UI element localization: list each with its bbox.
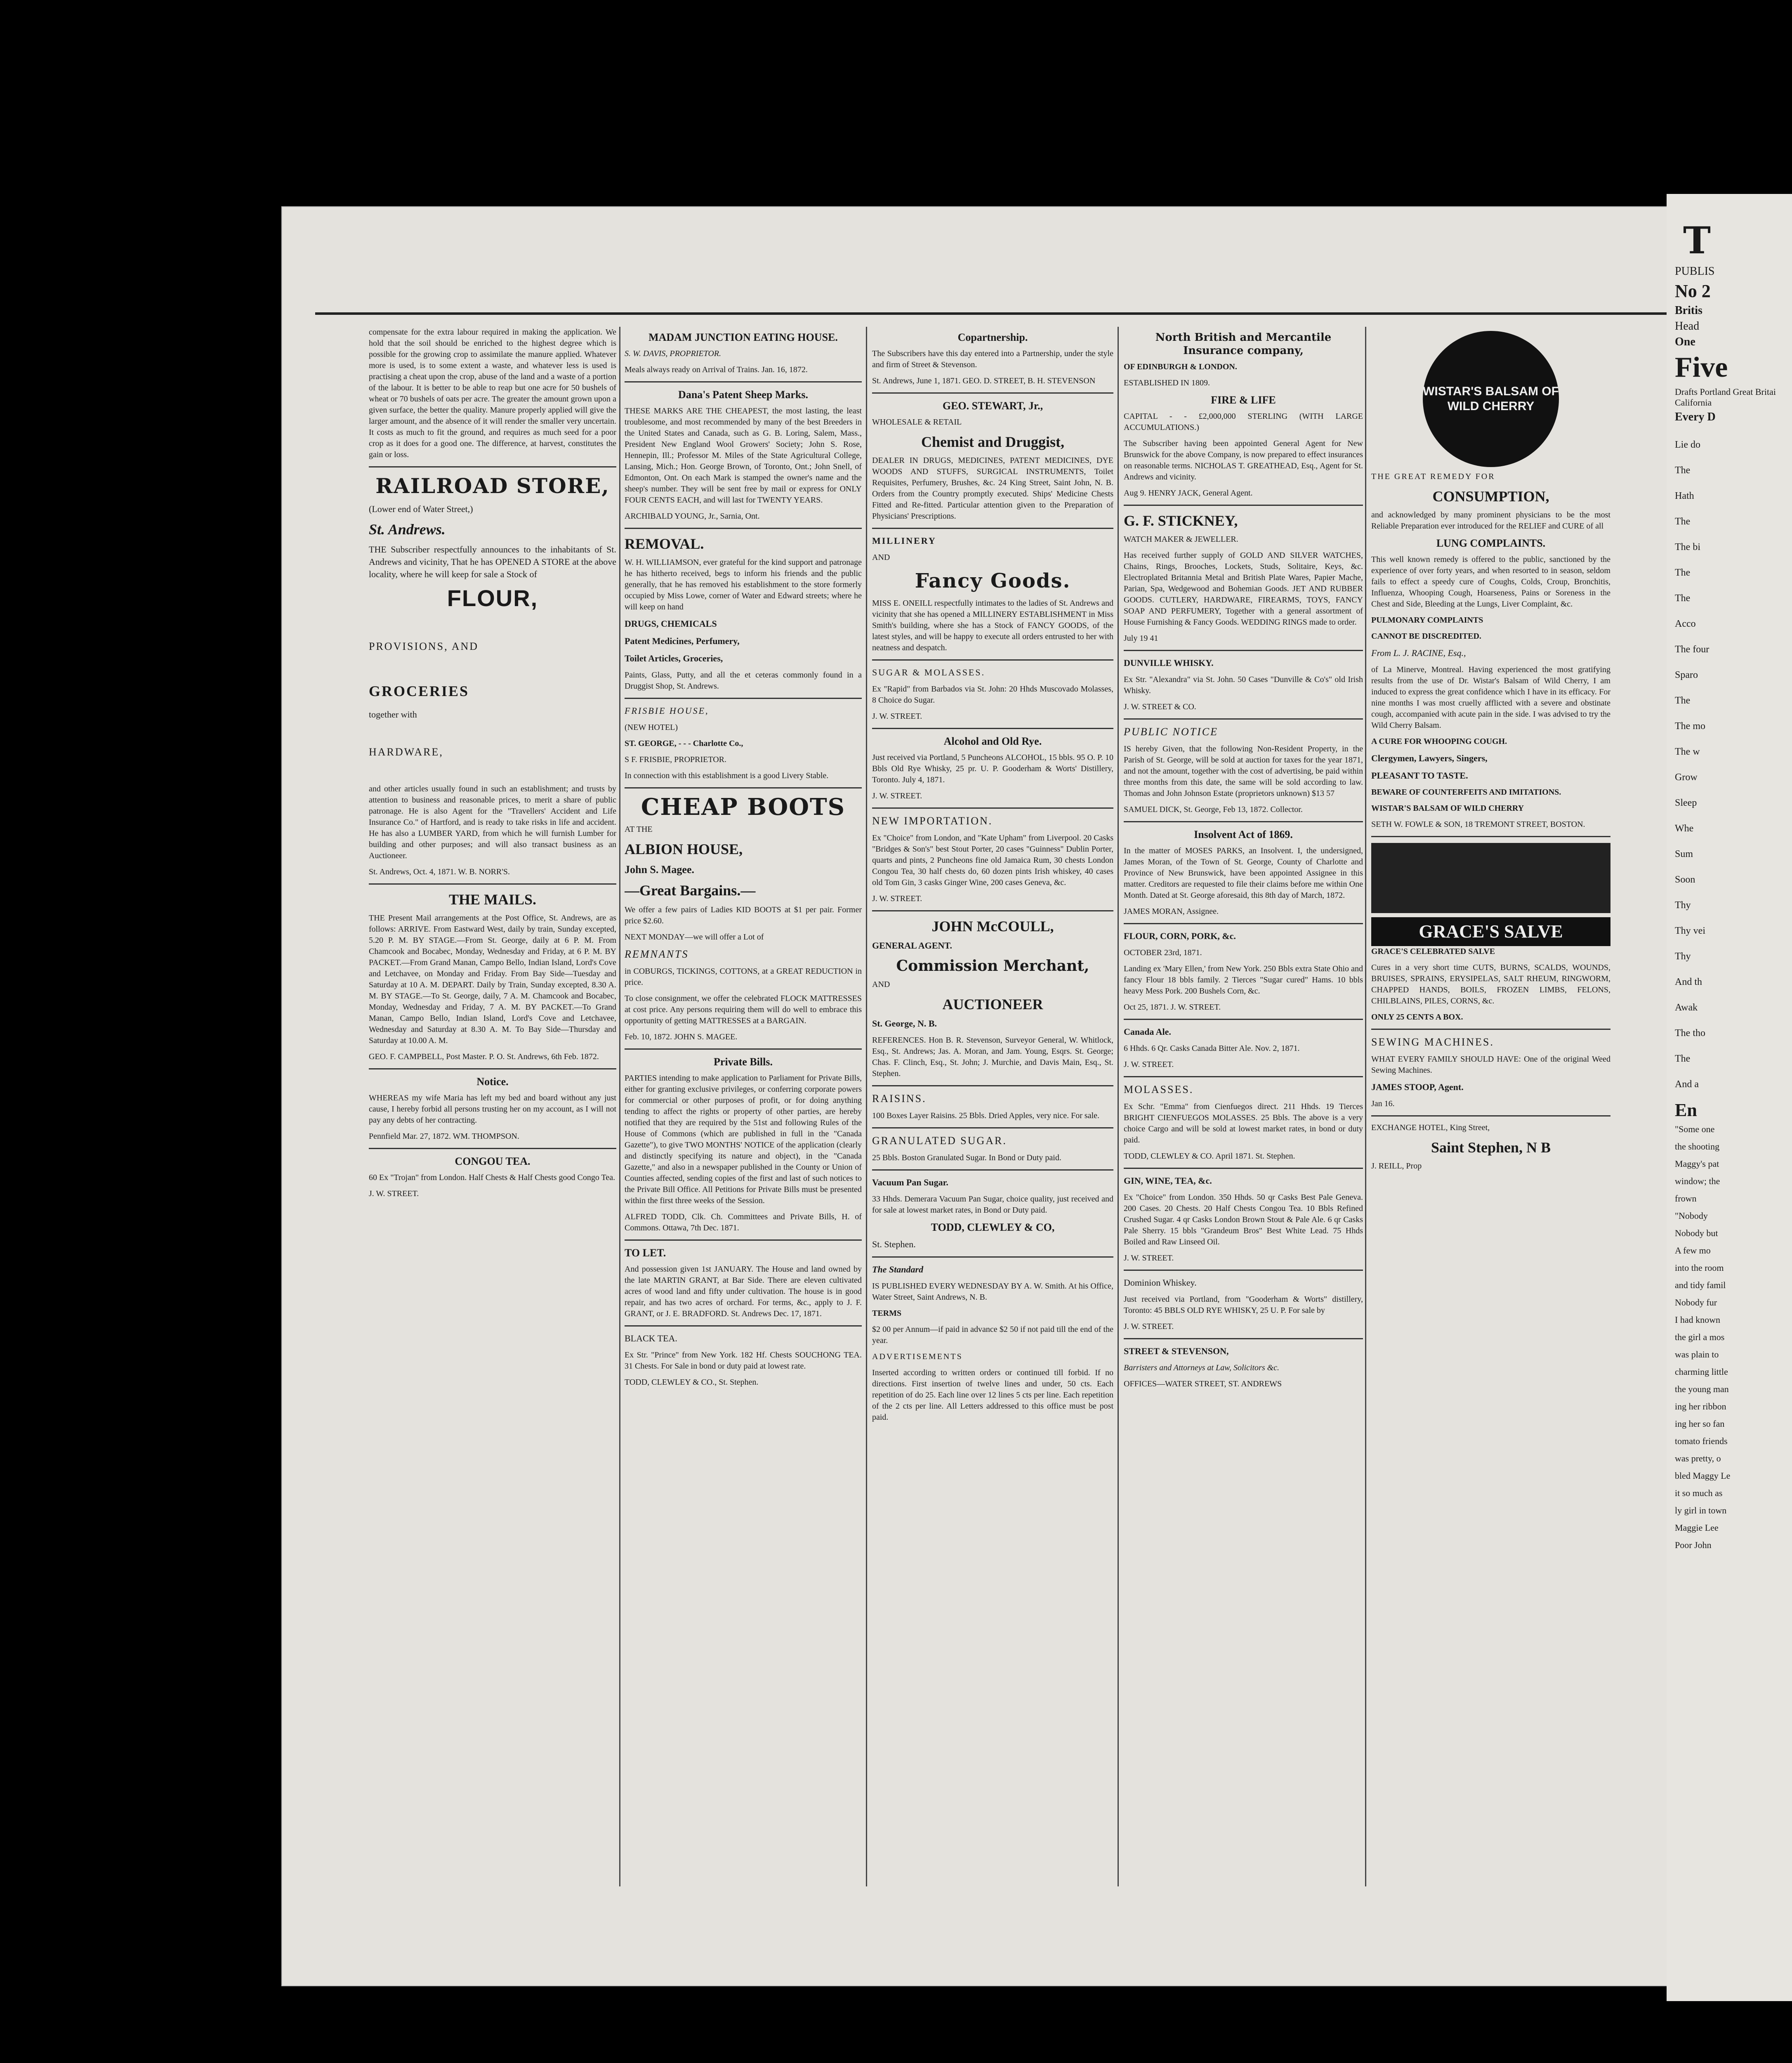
congou-tea-title: CONGOU TEA.	[455, 1155, 531, 1167]
text-line: the shooting	[1675, 1141, 1720, 1152]
divider	[369, 466, 616, 467]
poem-fragment	[1675, 432, 1792, 1097]
groceries-heading: GROCERIES	[369, 683, 469, 699]
text-line: The tho	[1675, 1028, 1705, 1039]
frisbie-title: FRISBIE HOUSE,	[625, 706, 709, 716]
private-bills-signature: ALFRED TODD, Clk. Ch. Committees and Private Bills, H. of Commons. Ottawa, 7th Dec. 1871.	[625, 1212, 862, 1232]
black-tea-signature: TODD, CLEWLEY & CO., St. Stephen.	[625, 1378, 759, 1387]
store-town: St. Andrews.	[369, 521, 446, 538]
vacuum-pan-body: 33 Hhds. Demerara Vacuum Pan Sugar, choice quality, just received and for sale at lowest market rates, in Bond or Duty paid.	[872, 1194, 1113, 1215]
insurance-signature: Aug 9. HENRY JACK, General Agent.	[1124, 489, 1253, 498]
store-announcement: THE Subscriber respectfully announces to the inhabitants of St. Andrews and vicinity, That he has OPENED A STORE at the above locality, where he will keep for sale a Stock of	[369, 544, 616, 579]
mccoull-title: JOHN McCOULL,	[931, 918, 1054, 935]
congou-tea-body: 60 Ex "Trojan" from London. Half Chests & Half Chests good Congo Tea.	[369, 1173, 615, 1182]
divider	[872, 728, 1113, 729]
text-line: Hath	[1675, 491, 1694, 501]
dominion-whiskey-title: Dominion Whiskey.	[1124, 1277, 1197, 1288]
pleasant-heading: PLEASANT TO TASTE.	[1371, 770, 1468, 781]
private-bills-body: PARTIES intending to make application to Parliament for Private Bills, either for granting exclusive privileges, or conferring corporate powers for commercial or other purposes of profit, or for doing anything tending to affect the rights or property of other parties, are hereby notified that they are required by the 51st and following Rules of the House of Commons (which are published in full in the "Canada Gazette"), to give TWO MONTHS' NOTICE of the application (clearly and distinctly specifying its nature and object), in the "Canada Gazette," and also in a newspaper published in the County or Union of Counties affected, sending copies of the first and last of such notices to the Private Bill Office. All Petitions for Private Bills must be presented within the first three weeks of the Session.	[625, 1074, 862, 1205]
text-line: was pretty, o	[1675, 1453, 1721, 1463]
text-line: The	[1675, 1053, 1691, 1064]
mccoull-and: AND	[872, 980, 890, 989]
notice-body: WHEREAS my wife Maria has left my bed and board without any just cause, I hereby forbid all persons trusting her on my account, as I will not pay any debts of her contracting.	[369, 1093, 616, 1125]
text-line: Whe	[1675, 823, 1694, 834]
divider	[1371, 1115, 1610, 1116]
removal-details: Paints, Glass, Putty, and all the et ceteras commonly found in a Druggist Shop, St. Andrews.	[625, 670, 862, 691]
insolvent-act-title: Insolvent Act of 1869.	[1194, 829, 1293, 840]
stickney-title: G. F. STICKNEY,	[1124, 512, 1238, 529]
flock-mattresses: To close consignment, we offer the celebrated FLOCK MATTRESSES at cost price. Any persons requiring them will do well to embrace this opportunity of getting MATTRESSES at a BARGAIN.	[625, 994, 862, 1025]
divider	[1124, 1019, 1363, 1020]
to-let-body: And possession given 1st JANUARY. The House and land owned by the late MARTIN GRANT, at Bar Side. There are eleven cultivated acres of wood land and fifty under cultivation. The house is in good repair, and has two acres of orchard. For terms, &c., apply to J. F. GRANT, or J. E. BRADFORD. St. Andrews Dec. 17, 1871.	[625, 1265, 862, 1318]
dominion-whiskey-body: Just received via Portland, from "Gooderham & Worts" distillery, Toronto: 45 BBLS OLD RYE WHISKY, 25 U. P. For sale by	[1124, 1295, 1363, 1315]
flour-corn-title: FLOUR, CORN, PORK, &c.	[1124, 931, 1236, 941]
divider	[625, 698, 862, 699]
masthead-letter: T	[1683, 219, 1711, 262]
divider	[872, 1085, 1113, 1086]
public-notice-body: IS hereby Given, that the following Non-Resident Property, in the Parish of St. George, will be sold at auction for taxes for the year 1871, and not the amount, together with the cost of advertising, be paid within three months from this date, the same will be sold according to law. Thomas and John Johnson Estate (proprietors unknown) $13 57	[1124, 744, 1363, 798]
canada-ale-signature: J. W. STREET.	[1124, 1060, 1174, 1069]
insolvent-act-signature: JAMES MORAN, Assignee.	[1124, 907, 1219, 916]
divider	[872, 807, 1113, 809]
sugar-molasses-body: Ex "Rapid" from Barbados via St. John: 20 Hhds Muscovado Molasses, 8 Choice do Sugar.	[872, 685, 1113, 705]
adjacent-page	[1667, 194, 1792, 2001]
text-line: The	[1675, 695, 1691, 706]
divider	[369, 883, 616, 885]
divider	[872, 659, 1113, 661]
text-line: "Some one	[1675, 1124, 1715, 1134]
sewing-machines-body: WHAT EVERY FAMILY SHOULD HAVE: One of the original Weed Sewing Machines.	[1371, 1055, 1610, 1075]
exchange-signature: J. REILL, Prop	[1371, 1161, 1422, 1171]
toilet-articles-heading: Toilet Articles, Groceries,	[625, 653, 723, 663]
divider	[1124, 1076, 1363, 1077]
british-fragment: Britis	[1675, 304, 1702, 317]
raisins-title: RAISINS.	[872, 1093, 927, 1105]
text-line: The w	[1675, 746, 1700, 757]
text-line: The mo	[1675, 721, 1705, 732]
header-rule	[315, 312, 1672, 315]
text-line: I had known	[1675, 1315, 1720, 1325]
text-line: Awak	[1675, 1002, 1698, 1013]
street-stevenson-office: OFFICES—WATER STREET, ST. ANDREWS	[1124, 1379, 1282, 1388]
text-line: Lie do	[1675, 439, 1700, 450]
text-line: Sparo	[1675, 670, 1698, 680]
text-line: and tidy famil	[1675, 1280, 1726, 1290]
racine-heading: From L. J. RACINE, Esq.,	[1371, 648, 1466, 658]
alcohol-body: Just received via Portland, 5 Puncheons ALCOHOL, 15 bbls. 95 O. P. 10 Bbls Old Rye Whisky, 25 pr. U. P. Gooderham & Worts' Distillery, Toronto. July 4, 1871.	[872, 753, 1113, 784]
millinery-body: MISS E. ONEILL respectfully intimates to the ladies of St. Andrews and vicinity that she has opened a MILLINERY ESTABLISHMENT in Miss Smith's building, where she has a Stock of FANCY GOODS, of the latest styles, and will be happy to execute all orders entrusted to her with neatness and despatch.	[872, 599, 1113, 652]
auctioneer-heading: AUCTIONEER	[942, 996, 1043, 1013]
new-importation-signature: J. W. STREET.	[872, 894, 922, 903]
stickney-date: July 19 41	[1124, 634, 1158, 643]
text-line: And th	[1675, 977, 1702, 987]
publish-fragment: PUBLIS	[1675, 265, 1715, 278]
column-3	[872, 327, 1113, 1936]
insurance-capital: CAPITAL - - £2,000,000 STERLING (WITH LARGE ACCUMULATIONS.)	[1124, 412, 1363, 432]
divider	[872, 910, 1113, 911]
saint-stephen: Saint Stephen, N B	[1431, 1139, 1551, 1156]
albion-house: ALBION HOUSE,	[625, 841, 743, 857]
exchange-hotel: EXCHANGE HOTEL, King Street,	[1371, 1123, 1490, 1132]
alcohol-title: Alcohol and Old Rye.	[943, 735, 1042, 747]
text-line: Grow	[1675, 772, 1698, 783]
text-line: Maggy's pat	[1675, 1159, 1719, 1169]
text-line: ly girl in town	[1675, 1505, 1727, 1515]
copartnership-signature: St. Andrews, June 1, 1871. GEO. D. STREET, B. H. STEVENSON	[872, 376, 1096, 385]
text-line: Nobody fur	[1675, 1297, 1717, 1308]
divider	[1124, 650, 1363, 651]
boots-at-the: AT THE	[625, 825, 653, 834]
next-monday: NEXT MONDAY—we will offer a Lot of	[625, 932, 764, 942]
mails-title: THE MAILS.	[448, 891, 537, 908]
divider	[625, 1048, 862, 1050]
james-stoop: JAMES STOOP, Agent.	[1371, 1082, 1464, 1092]
column-4	[1124, 327, 1363, 1936]
divider	[1124, 718, 1363, 720]
salve-body: Cures in a very short time CUTS, BURNS, SCALDS, WOUNDS, BRUISES, SPRAINS, ERYSIPELAS, SALT RHEUM, RINGWORM, CHAPPED HANDS, BOILS, FROZEN LIMBS, FELONS, CHILBLAINS, PILES, CORNS, &c.	[1371, 963, 1610, 1006]
vacuum-pan-title: Vacuum Pan Sugar.	[872, 1177, 948, 1187]
molasses-title: MOLASSES.	[1124, 1083, 1194, 1095]
story-heading: En	[1675, 1100, 1697, 1120]
text-line: bled Maggy Le	[1675, 1471, 1731, 1481]
public-notice-title: PUBLIC NOTICE	[1124, 726, 1218, 738]
text-line: the girl a mos	[1675, 1332, 1725, 1342]
terms-heading: TERMS	[872, 1309, 902, 1318]
column-separator	[1118, 327, 1119, 1886]
issue-number: No 2	[1675, 281, 1711, 301]
great-bargains: —Great Bargains.—	[625, 882, 756, 899]
five-fragment: Five	[1675, 352, 1728, 383]
flour-corn-signature: Oct 25, 1871. J. W. STREET.	[1124, 1003, 1221, 1012]
divider	[1124, 923, 1363, 924]
text-line: Nobody but	[1675, 1228, 1718, 1238]
newspaper-page	[281, 206, 1673, 1986]
advertisements-heading: ADVERTISEMENTS	[872, 1352, 963, 1361]
standard-title: The Standard	[872, 1264, 924, 1275]
millinery-heading: MILLINERY	[872, 536, 936, 546]
remnants-heading: REMNANTS	[625, 948, 689, 960]
sugar-molasses-signature: J. W. STREET.	[872, 712, 922, 721]
insurance-body: The Subscriber having been appointed General Agent for New Brunswick for the above Company, is now prepared to effect insurances on reasonable terms. NICHOLAS T. GREATHEAD, Esq., Agent for St. Andrews and vicinity.	[1124, 439, 1363, 482]
fowle-address: SETH W. FOWLE & SON, 18 TREMONT STREET, BOSTON.	[1371, 820, 1585, 829]
dunville-title: DUNVILLE WHISKY.	[1124, 658, 1214, 668]
column-separator	[1365, 327, 1366, 1886]
to-let-title: TO LET.	[625, 1247, 666, 1259]
insolvent-act-body: In the matter of MOSES PARKS, an Insolvent. I, the undersigned, James Moran, of the Town of St. George, County of Charlotte and Province of New Brunswick, have been appointed Assignee in this matter. Creditors are requested to file their claims before me within One Month. Dated at St. George aforesaid, this 8th day of March, 1872.	[1124, 846, 1363, 900]
chemist-heading: Chemist and Druggist,	[921, 434, 1065, 450]
consumption-heading: CONSUMPTION,	[1432, 488, 1549, 505]
cheap-boots-title: CHEAP BOOTS	[641, 793, 846, 821]
divider	[625, 1239, 862, 1241]
lung-complaints-heading: LUNG COMPLAINTS.	[1436, 537, 1546, 549]
new-importation-title: NEW IMPORTATION.	[872, 815, 993, 827]
notice-title: Notice.	[476, 1076, 509, 1088]
stickney-subtitle: WATCH MAKER & JEWELLER.	[1124, 535, 1238, 544]
sugar-molasses-title: SUGAR & MOLASSES.	[872, 667, 986, 677]
advertisements-body: Inserted according to written orders or continued till forbid. If no directions. First insertion of twelve lines and under, 50 cts. Each repetition of do 25. Each line over 12 lines 5 cts per line. Each repetition of the 2 cts per line. All Letters addressed to this office must be post paid.	[872, 1368, 1113, 1422]
divider	[872, 1256, 1113, 1258]
store-location: (Lower end of Water Street,)	[369, 504, 473, 514]
sheep-marks-title: Dana's Patent Sheep Marks.	[678, 389, 808, 401]
frisbie-body: In connection with this establishment is a good Livery Stable.	[625, 771, 829, 780]
removal-body: W. H. WILLIAMSON, ever grateful for the kind support and patronage he has hitherto received, begs to inform his friends and the public generally, that he has removed his establishment to the store formerly occupied by Miss Lowe, corner of Water and Edward streets; where he will keep on hand	[625, 558, 862, 611]
mccoull-subtitle: GENERAL AGENT.	[872, 940, 952, 951]
todd-clewley: TODD, CLEWLEY & CO,	[931, 1221, 1055, 1233]
text-line: The	[1675, 567, 1691, 578]
divider	[625, 528, 862, 529]
molasses-signature: TODD, CLEWLEY & CO. April 1871. St. Stephen.	[1124, 1152, 1295, 1161]
todd-location: St. Stephen.	[872, 1239, 916, 1249]
text-line: The bi	[1675, 542, 1700, 552]
text-line: And a	[1675, 1079, 1699, 1090]
black-tea-body: Ex Str. "Prince" from New York. 182 Hf. Chests SOUCHONG TEA. 31 Chests. For Sale in bond or duty paid at lowest rate.	[625, 1350, 862, 1371]
store-details: and other articles usually found in such an establishment; and trusts by attention to business and reasonable prices, to merit a share of public patronage. He is also Agent for the "Travellers' Accident and Life Insurance Co." of Hartford, and is ready to take risks in life and accident. He has also a LUMBER YARD, from which he will furnish Lumber for building and other purposes; and will also transact business as an Auctioneer.	[369, 784, 616, 860]
column-separator	[619, 327, 620, 1886]
text-line: The	[1675, 516, 1691, 527]
agriculture-article: compensate for the extra labour required in making the application. We hold that the soil should be enriched to the highest degree which is possible for the growing crop to assimilate the manure applied. Whatever more is used, is to some extent a waste, and whatever less is used is practising a cheat upon the crop, abuse of the land and a waste of a portion of the labour. It is better to be able to reap but one acre for 50 bushels of wheat or 70 bushels of oats per acre. The greater the amount grown upon a given surface, the better the quality. Manure properly applied will give the larger amount, and the absence of it will render the smaller very uncertain. It costs as much to fit the ground, and requires as much seed for a poor crop as it does for a good one. The difference, at harvest, constitutes the gain or loss.	[369, 328, 616, 459]
divider	[1124, 1338, 1363, 1339]
eating-house-body: Meals always ready on Arrival of Trains. Jan. 16, 1872.	[625, 365, 808, 374]
divider	[625, 1325, 862, 1327]
great-remedy: THE GREAT REMEDY FOR	[1371, 472, 1495, 481]
text-line: Sleep	[1675, 798, 1697, 808]
black-tea-title: BLACK TEA.	[625, 1333, 677, 1343]
commission-merchant: Commission Merchant,	[896, 957, 1089, 975]
terms-body: $2 00 per Annum—if paid in advance $2 50 if not paid till the end of the year.	[872, 1325, 1113, 1345]
text-line: into the room	[1675, 1263, 1724, 1273]
stickney-body: Has received further supply of GOLD AND SILVER WATCHES, Chains, Rings, Brooches, Lockets, Studs, Solitaire, Keys, &c. Electroplated Britannia Metal and British Plate Wares, Papier Mache, Parian, Spa, Wedgewood and Bohemian Goods. JET AND RUBBER GOODS. CUTLERY, HARDWARE, FIREARMS, TOYS, FANCY SOAP AND PERFUMERY, Together with a general assortment of House Furnishing & Fancy Goods. WEDDING RINGS made to order.	[1124, 551, 1363, 627]
text-line: "Nobody	[1675, 1211, 1708, 1221]
new-importation-body: Ex "Choice" from London, and "Kate Upham" from Liverpool. 20 Casks "Bridges & Son's" best Stout Porter, 20 cases "Guinness" Dublin Porter, quarts and pints, 2 Puncheons fine old Jamaica Rum, 30 chests London Congou Tea, 30 half chests do, 60 dozen pints Irish whiskey, 40 cases old Tom Gin, 3 casks Ginger Wine, 200 cases Geneva, &c.	[872, 833, 1113, 887]
column-separator	[866, 327, 867, 1886]
dunville-signature: J. W. STREET & CO.	[1124, 702, 1196, 711]
gin-wine-signature: J. W. STREET.	[1124, 1253, 1174, 1263]
text-line: Acco	[1675, 618, 1696, 629]
provisions-heading: PROVISIONS, AND	[369, 640, 479, 652]
text-line: the young man	[1675, 1384, 1729, 1394]
every-fragment: Every D	[1675, 411, 1716, 423]
millinery-and: AND	[872, 553, 890, 562]
dunville-body: Ex Str. "Alexandra" via St. John. 50 Cases "Dunville & Co's" old Irish Whisky.	[1124, 675, 1363, 695]
flock-signature: Feb. 10, 1872. JOHN S. MAGEE.	[625, 1032, 738, 1041]
drafts-fragment: Drafts Portland Great Britai California	[1675, 387, 1776, 408]
text-line: The	[1675, 465, 1691, 476]
text-line: A few mo	[1675, 1245, 1711, 1256]
mccoull-references: REFERENCES. Hon B. R. Stevenson, Surveyor General, W. Whitlock, Esq., St. Andrews; Jas. A. Moran, and Jam. Young, Esqrs. St. George; Chas. F. Clinch, Esq., St. John; J. Murchie, and Davis Main, Esq., St. Stephen.	[872, 1036, 1113, 1078]
stewart-subtitle: WHOLESALE & RETAIL	[872, 418, 962, 427]
street-stevenson-subtitle: Barristers and Attorneys at Law, Solicitors &c.	[1124, 1363, 1280, 1372]
copartnership-title: Copartnership.	[957, 331, 1028, 343]
insurance-established: ESTABLISHED IN 1809.	[1124, 378, 1210, 387]
divider	[625, 381, 862, 382]
divider	[369, 1148, 616, 1149]
fancy-goods-heading: Fancy Goods.	[915, 569, 1071, 592]
divider	[369, 1068, 616, 1069]
street-stevenson-title: STREET & STEVENSON,	[1124, 1346, 1229, 1356]
railroad-store-title: RAILROAD STORE,	[375, 474, 610, 498]
public-notice-signature: SAMUEL DICK, St. George, Feb 13, 1872. Collector.	[1124, 805, 1303, 814]
text-line: window; the	[1675, 1176, 1720, 1186]
granulated-sugar-body: 25 Bbls. Boston Granulated Sugar. In Bond or Duty paid.	[872, 1153, 1061, 1162]
divider	[1124, 1270, 1363, 1271]
divider	[1124, 505, 1363, 506]
molasses-body: Ex Schr. "Emma" from Cienfuegos direct. 211 Hhds. 19 Tierces BRIGHT CIENFUEGOS MOLASSES. 25 Bbls. The above is a very choice Cargo and will be sold at lowest market rates, in bond or duty paid.	[1124, 1102, 1363, 1145]
remnants-body: in COBURGS, TICKINGS, COTTONS, at a GREAT REDUCTION in price.	[625, 967, 862, 987]
flour-corn-date: OCTOBER 23rd, 1871.	[1124, 948, 1202, 957]
john-s-magee: John S. Magee.	[625, 864, 694, 876]
wistars-balsam-logo: WISTAR'S BALSAM OF WILD CHERRY	[1423, 331, 1559, 467]
divider	[872, 1169, 1113, 1171]
drugs-heading: DRUGS, CHEMICALS	[625, 618, 717, 629]
head-fragment: Head	[1675, 320, 1700, 333]
patent-medicines-heading: Patent Medicines, Perfumery,	[625, 636, 740, 646]
frisbie-location: ST. GEORGE, - - - Charlotte Co.,	[625, 739, 743, 748]
graces-salve-banner: GRACE'S SALVE	[1371, 917, 1610, 946]
acknowledged-text: and acknowledged by many prominent physicians to be the most Reliable Preparation ever introduced for the RELIEF and CURE of all	[1371, 510, 1610, 531]
cannot-be-discredited: CANNOT BE DISCREDITED.	[1371, 632, 1481, 641]
text-line: Maggie Lee	[1675, 1522, 1719, 1533]
stoop-date: Jan 16.	[1371, 1099, 1395, 1108]
notice-signature: Pennfield Mar. 27, 1872. WM. THOMPSON.	[369, 1132, 519, 1141]
text-line: ing her ribbon	[1675, 1401, 1726, 1412]
frisbie-proprietor: S F. FRISBIE, PROPRIETOR.	[625, 755, 726, 764]
text-line: Thy vei	[1675, 925, 1705, 936]
store-signature: St. Andrews, Oct. 4, 1871. W. B. NORR'S.	[369, 867, 510, 876]
lung-complaints-body: This well known remedy is offered to the public, sanctioned by the experience of over forty years, and when resorted to in season, seldom fails to effect a speedy cure of Coughs, Colds, Croup, Bronchitis, Influenza, Whooping Cough, Hoarseness, Pains or Soreness in the Chest and Side, Bleeding at the Lungs, Liver Complaint, &c.	[1371, 555, 1610, 609]
column-5	[1371, 327, 1610, 1936]
canada-ale-title: Canada Ale.	[1124, 1027, 1171, 1037]
canada-ale-body: 6 Hhds. 6 Qr. Casks Canada Bitter Ale. Nov. 2, 1871.	[1124, 1044, 1300, 1053]
raisins-body: 100 Boxes Layer Raisins. 25 Bbls. Dried Apples, very nice. For sale.	[872, 1111, 1100, 1120]
stewart-dealer: DEALER IN DRUGS, MEDICINES, PATENT MEDICINES, DYE WOODS AND STUFFS, SURGICAL INSTRUMENTS, Toilet Requisites, Perfumery, Brushes, &c. 24 King Street, Saint John, N. B. Orders from the Country promptly executed. Ships' Medicine Chests Fitted and Re-fitted. Particular attention given to the Preparation of Physicians' Prescriptions.	[872, 456, 1113, 521]
divider	[625, 787, 862, 788]
text-line: charming little	[1675, 1367, 1728, 1377]
divider	[872, 528, 1113, 529]
divider	[1124, 1168, 1363, 1169]
copartnership-body: The Subscribers have this day entered into a Partnership, under the style and firm of Street & Stevenson.	[872, 349, 1113, 369]
text-line: Thy	[1675, 900, 1691, 911]
mails-schedule: THE Present Mail arrangements at the Post Office, St. Andrews, are as follows: ARRIVE. From Eastward West, daily by train, Sunday excepted, 5.20 P. M. BY STAGE.—From St. George, daily at 6 P. M. From Chamcook and Bocabec, Monday, Wednesday and Friday, at 6 P. M. BY PACKET.—From Grand Manan, Campo Bello, Indian Island, Lord's Cove and Letchavee, on Monday and Friday. From Bay Side—Tuesday and Saturday at 10 A. M. DEPART. Daily by Train, Sunday excepted, 8.30 A. M. BY STAGE.—To St. George, daily, 7 A. M. Chamcook and Bocabec, Monday, Wednesday and Friday, 7 A. M. BY PACKET.—To Grand Manan, Campo Bello, Indian Island, Lord's Cove and Letchavee, Wednesday and Saturday at 8.30 A. M. To Bay Side—Thursday and Saturday at 10.00 A. M.	[369, 913, 616, 1045]
column-2	[625, 327, 862, 1936]
salve-price: ONLY 25 CENTS A BOX.	[1371, 1013, 1463, 1022]
divider	[1371, 1029, 1610, 1030]
pulmonary-heading: PULMONARY COMPLAINTS	[1371, 616, 1483, 625]
mccoull-location: St. George, N. B.	[872, 1018, 937, 1029]
removal-title: REMOVAL.	[625, 536, 704, 552]
eating-house-title: MADAM JUNCTION EATING HOUSE.	[648, 331, 838, 343]
text-line: Sum	[1675, 849, 1693, 859]
alcohol-signature: J. W. STREET.	[872, 791, 922, 800]
sewing-machines-title: SEWING MACHINES.	[1371, 1036, 1494, 1048]
one-fragment: One	[1675, 335, 1695, 348]
insurance-title: North British and Mercantile Insurance company,	[1155, 331, 1332, 357]
text-line: Poor John	[1675, 1540, 1712, 1550]
flour-corn-body: Landing ex 'Mary Ellen,' from New York. 250 Bbls extra State Ohio and fancy Flour 18 bbls family. 2 Tierces "Sugar cured" Hams. 10 bbls heavy Mess Pork. 200 Bushels Corn, &c.	[1124, 964, 1363, 996]
gin-wine-title: GIN, WINE, TEA, &c.	[1124, 1175, 1212, 1186]
text-line: Thy	[1675, 951, 1691, 962]
divider	[872, 392, 1113, 394]
beware-heading: BEWARE OF COUNTERFEITS AND IMITATIONS.	[1371, 788, 1561, 797]
mails-signature: GEO. F. CAMPBELL, Post Master. P. O. St. Andrews, 6th Feb. 1872.	[369, 1052, 599, 1061]
text-line: The	[1675, 593, 1691, 604]
hardware-heading: HARDWARE,	[369, 746, 443, 758]
congou-tea-signature: J. W. STREET.	[369, 1189, 419, 1198]
whooping-cough: A CURE FOR WHOOPING COUGH.	[1371, 737, 1507, 746]
text-line: The four	[1675, 644, 1709, 655]
story-fragment	[1675, 1121, 1792, 1554]
sheep-marks-signature: ARCHIBALD YOUNG, Jr., Sarnia, Ont.	[625, 512, 760, 521]
divider	[872, 1127, 1113, 1128]
divider	[1371, 836, 1610, 837]
dominion-whiskey-signature: J. W. STREET.	[1124, 1322, 1174, 1331]
wistar-signature: WISTAR'S BALSAM OF WILD CHERRY	[1371, 804, 1524, 813]
stewart-title: GEO. STEWART, Jr.,	[942, 400, 1043, 412]
granulated-sugar-title: GRANULATED SUGAR.	[872, 1135, 1007, 1147]
text-line: was plain to	[1675, 1349, 1719, 1360]
eating-house-proprietor: S. W. DAVIS, PROPRIETOR.	[625, 349, 721, 358]
flour-heading: FLOUR,	[447, 585, 538, 611]
text-line: tomato friends	[1675, 1436, 1728, 1446]
salve-illustration	[1371, 843, 1610, 913]
text-line: ing her so fan	[1675, 1419, 1725, 1429]
together-with: together with	[369, 709, 417, 720]
gin-wine-body: Ex "Choice" from London. 350 Hhds. 50 qr Casks Best Pale Geneva. 200 Cases. 20 Chests. 20 Half Chests Congou Tea. 10 Bbls Refined Crushed Sugar. 4 qr Casks London Brown Stout & Pale Ale. 6 qr Casks Pale Sherry. 15 bbls "Grandeum Bros" Best White Lead. 75 Hhds Boiled and Raw Linseed Oil.	[1124, 1193, 1363, 1246]
text-line: frown	[1675, 1193, 1697, 1204]
private-bills-title: Private Bills.	[714, 1056, 773, 1068]
text-line: Soon	[1675, 874, 1695, 885]
column-1	[369, 327, 616, 1936]
fire-life-heading: FIRE & LIFE	[1211, 394, 1276, 406]
kid-boots-offer: We offer a few pairs of Ladies KID BOOTS at $1 per pair. Former price $2.60.	[625, 905, 862, 925]
testimonial-body: of La Minerve, Montreal. Having experienced the most gratifying results from the use of Dr. Wistar's Balsam of Wild Cherry, I am induced to express the great confidence which I have in its efficacy. For nine months I was most cruelly afflicted with a severe and obstinate cough, accompanied with acute pain in the side. I was advised to try the Wild Cherry Balsam.	[1371, 665, 1610, 730]
frisbie-new: (NEW HOTEL)	[625, 723, 678, 732]
clergymen-heading: Clergymen, Lawyers, Singers,	[1371, 753, 1488, 763]
sheep-marks-body: THESE MARKS ARE THE CHEAPEST, the most lasting, the least troublesome, and most recommended by many of the best Breeders in the United States and Canada, such as G. B. Loring, Salem, Mass., President New England Wool Growers' Society; John S. Rose, Hennepin, Ill.; Professor M. Miles of the State Agricultural College, Lansing, Mich.; Hon. George Brown, of Toronto, Ont.; John Snell, of Edmonton, Ont. On each Mark is stamped the owner's name and the sheep's number. They will be sent free by mail or express for ONLY FOUR CENTS EACH, and will last for TWENTY YEARS.	[625, 406, 862, 505]
text-line: it so much as	[1675, 1488, 1723, 1498]
standard-body: IS PUBLISHED EVERY WEDNESDAY BY A. W. Smith. At his Office, Water Street, Saint Andrews, N. B.	[872, 1282, 1113, 1302]
divider	[1124, 821, 1363, 822]
insurance-location: OF EDINBURGH & LONDON.	[1124, 362, 1237, 371]
salve-title: GRACE'S CELEBRATED SALVE	[1371, 947, 1495, 956]
